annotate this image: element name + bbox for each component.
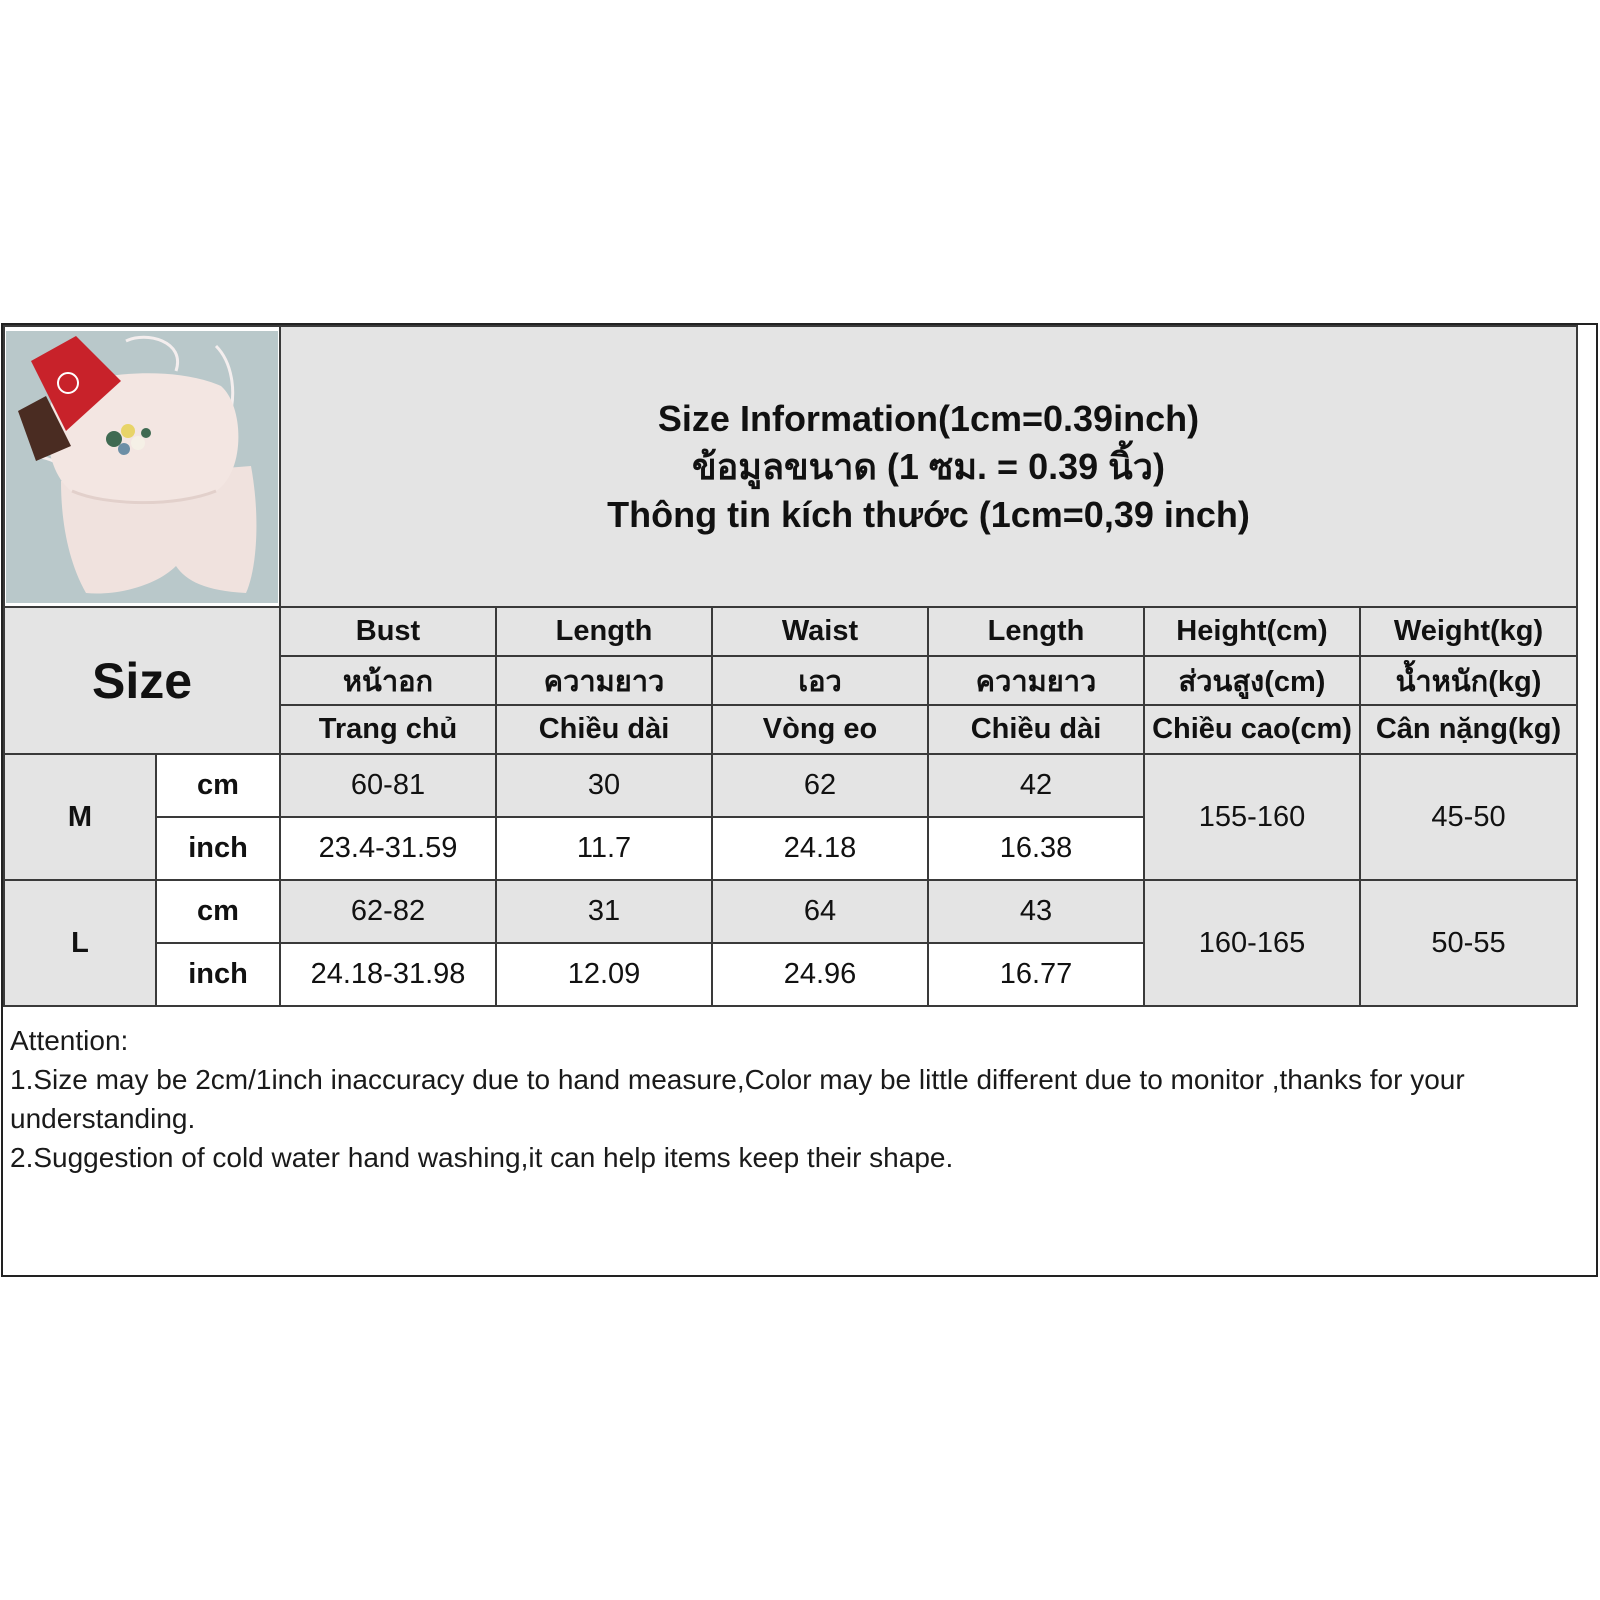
size-header: Size bbox=[4, 607, 280, 754]
waist-cm: 64 bbox=[712, 880, 928, 943]
length2-cm: 42 bbox=[928, 754, 1144, 817]
col-header-en: Weight(kg) bbox=[1360, 607, 1577, 656]
size-label-m: M bbox=[4, 754, 156, 880]
weight-range: 50-55 bbox=[1360, 880, 1577, 1006]
product-photo bbox=[6, 331, 278, 603]
notes-heading: Attention: bbox=[10, 1025, 129, 1056]
unit-label: inch bbox=[156, 943, 280, 1006]
col-header-vi: Trang chủ bbox=[280, 705, 496, 754]
bust-cm: 62-82 bbox=[280, 880, 496, 943]
col-header-en: Length bbox=[496, 607, 712, 656]
col-header-en: Length bbox=[928, 607, 1144, 656]
col-header-vi: Vòng eo bbox=[712, 705, 928, 754]
col-header-vi: Chiều dài bbox=[496, 705, 712, 754]
unit-label: inch bbox=[156, 817, 280, 880]
col-header-en: Waist bbox=[712, 607, 928, 656]
size-table bbox=[3, 325, 1578, 1007]
length-cm: 31 bbox=[496, 880, 712, 943]
table-row bbox=[4, 754, 1577, 817]
col-header-th: ส่วนสูง(cm) bbox=[1144, 656, 1360, 705]
bust-inch: 24.18-31.98 bbox=[280, 943, 496, 1006]
col-header-th: เอว bbox=[712, 656, 928, 705]
waist-cm: 62 bbox=[712, 754, 928, 817]
col-header-th: ความยาว bbox=[928, 656, 1144, 705]
col-header-vi: Chiều cao(cm) bbox=[1144, 705, 1360, 754]
unit-label: cm bbox=[156, 754, 280, 817]
table-row bbox=[4, 880, 1577, 943]
weight-range: 45-50 bbox=[1360, 754, 1577, 880]
title-cell bbox=[280, 326, 1577, 607]
unit-label: cm bbox=[156, 880, 280, 943]
length2-inch: 16.77 bbox=[928, 943, 1144, 1006]
length-inch: 11.7 bbox=[496, 817, 712, 880]
attention-notes bbox=[3, 1017, 1596, 1275]
title-english: Size Information(1cm=0.39inch) bbox=[657, 397, 1200, 439]
waist-inch: 24.96 bbox=[712, 943, 928, 1006]
waist-inch: 24.18 bbox=[712, 817, 928, 880]
col-header-th: น้ำหนัก(kg) bbox=[1360, 656, 1577, 705]
bust-inch: 23.4-31.59 bbox=[280, 817, 496, 880]
title-vietnamese: Thông tin kích thước (1cm=0,39 inch) bbox=[607, 493, 1250, 535]
notes-line-1: 1.Size may be 2cm/1inch inaccuracy due to hand measure,Color may be little different due to monitor ,thanks for your understanding. bbox=[10, 1064, 1465, 1134]
col-header-th: หน้าอก bbox=[280, 656, 496, 705]
garment-image bbox=[6, 331, 278, 603]
title-thai: ข้อมูลขนาด (1 ซม. = 0.39 นิ้ว) bbox=[692, 445, 1165, 487]
notes-line-2: 2.Suggestion of cold water hand washing,it can help items keep their shape. bbox=[10, 1142, 954, 1173]
length-cm: 30 bbox=[496, 754, 712, 817]
col-header-en: Bust bbox=[280, 607, 496, 656]
product-photo-cell bbox=[4, 326, 280, 607]
size-label-l: L bbox=[4, 880, 156, 1006]
height-range: 155-160 bbox=[1144, 754, 1360, 880]
col-header-en: Height(cm) bbox=[1144, 607, 1360, 656]
col-header-th: ความยาว bbox=[496, 656, 712, 705]
length-inch: 12.09 bbox=[496, 943, 712, 1006]
bust-cm: 60-81 bbox=[280, 754, 496, 817]
length2-cm: 43 bbox=[928, 880, 1144, 943]
col-header-vi: Chiều dài bbox=[928, 705, 1144, 754]
height-range: 160-165 bbox=[1144, 880, 1360, 1006]
col-header-vi: Cân nặng(kg) bbox=[1360, 705, 1577, 754]
size-chart-sheet bbox=[1, 323, 1598, 1277]
length2-inch: 16.38 bbox=[928, 817, 1144, 880]
